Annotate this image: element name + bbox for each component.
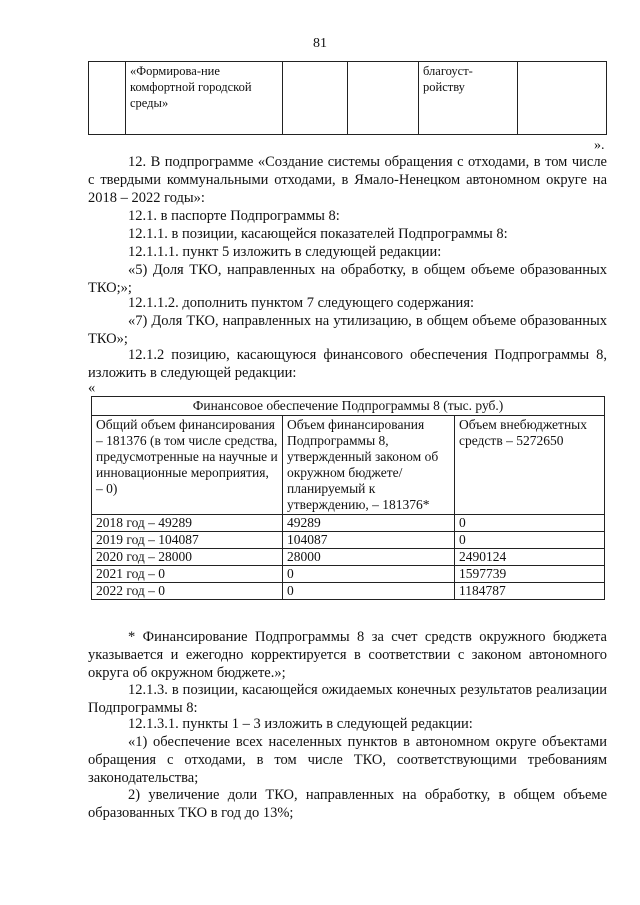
header-extrabudget: Объем внебюджетных средств – 5272650 xyxy=(455,416,605,515)
cell-year: 2022 год – 0 xyxy=(92,583,283,600)
footnote: * Финансирование Подпрограммы 8 за счет средств окружного бюджета указывается и ежегодно корректируется в соответствии с законом автономного округа об окружном бюджете.»; xyxy=(88,629,607,681)
closing-quote: ». xyxy=(594,138,605,153)
financing-table xyxy=(91,396,605,600)
paragraph-12-1-1-1: 12.1.1.1. пункт 5 изложить в следующей редакции: xyxy=(128,244,442,260)
table-row xyxy=(92,566,605,583)
cell-year: 2020 год – 28000 xyxy=(92,549,283,566)
table-row xyxy=(89,62,607,135)
quote-item-7: «7) Доля ТКО, направленных на утилизацию, в общем объеме образованных ТКО»; xyxy=(88,313,607,347)
page-number: 81 xyxy=(313,36,327,51)
cell-extrabudget: 1597739 xyxy=(455,566,605,583)
cell-extrabudget: 0 xyxy=(455,532,605,549)
cell-budget: 0 xyxy=(283,583,455,600)
cell-year: 2019 год – 104087 xyxy=(92,532,283,549)
cell-extrabudget: 2490124 xyxy=(455,549,605,566)
cell-budget: 49289 xyxy=(283,515,455,532)
table-title: Финансовое обеспечение Подпрограммы 8 (тыс. руб.) xyxy=(92,397,605,416)
table-cell xyxy=(89,62,126,135)
table-row xyxy=(92,532,605,549)
open-quote: « xyxy=(88,380,96,396)
table-header-row xyxy=(92,416,605,515)
table-cell xyxy=(283,62,348,135)
result-item-1: «1) обеспечение всех населенных пунктов в автономном округе объектами обращения с отходами, в том числе ТКО, соответствующими требованиям законодательства; xyxy=(88,734,607,786)
cell-extrabudget: 1184787 xyxy=(455,583,605,600)
quote-item-5: «5) Доля ТКО, направленных на обработку, в общем объеме образованных ТКО;»; xyxy=(88,262,607,296)
carryover-table xyxy=(88,61,607,135)
table-cell: «Формирова-ние комфортной городской среды» xyxy=(126,62,283,135)
cell-budget: 28000 xyxy=(283,549,455,566)
paragraph-12-1-1-2: 12.1.1.2. дополнить пунктом 7 следующего содержания: xyxy=(128,295,475,311)
paragraph-12: 12. В подпрограмме «Создание системы обращения с отходами, в том числе с твердыми коммунальными отходами, в Ямало-Ненецком автономном округе на 2018 – 2022 годы»: xyxy=(88,154,607,206)
table-cell: благоуст-ройству xyxy=(419,62,518,135)
cell-budget: 104087 xyxy=(283,532,455,549)
paragraph-12-1: 12.1. в паспорте Подпрограммы 8: xyxy=(128,208,340,224)
table-row xyxy=(92,549,605,566)
result-item-2: 2) увеличение доли ТКО, направленных на обработку, в общем объеме образованных ТКО в год до 13%; xyxy=(88,787,607,821)
table-row xyxy=(92,515,605,532)
table-cell xyxy=(348,62,419,135)
cell-extrabudget: 0 xyxy=(455,515,605,532)
cell-year: 2021 год – 0 xyxy=(92,566,283,583)
table-cell xyxy=(518,62,607,135)
header-total: Общий объем финансирования – 181376 (в том числе средства, предусмотренные на научные и инновационные мероприятия, – 0) xyxy=(92,416,283,515)
paragraph-12-1-2: 12.1.2 позицию, касающуюся финансового обеспечения Подпрограммы 8, изложить в следующей редакции: xyxy=(88,347,607,381)
paragraph-12-1-3-1: 12.1.3.1. пункты 1 – 3 изложить в следующей редакции: xyxy=(128,716,473,732)
cell-year: 2018 год – 49289 xyxy=(92,515,283,532)
header-budget: Объем финансирования Подпрограммы 8, утвержденный законом об окружном бюджете/ планируемый к утверждению, – 181376* xyxy=(283,416,455,515)
cell-budget: 0 xyxy=(283,566,455,583)
table-title-row xyxy=(92,397,605,416)
table-row xyxy=(92,583,605,600)
paragraph-12-1-1: 12.1.1. в позиции, касающейся показателей Подпрограммы 8: xyxy=(128,226,508,242)
paragraph-12-1-3: 12.1.3. в позиции, касающейся ожидаемых конечных результатов реализации Подпрограммы 8: xyxy=(88,682,607,716)
